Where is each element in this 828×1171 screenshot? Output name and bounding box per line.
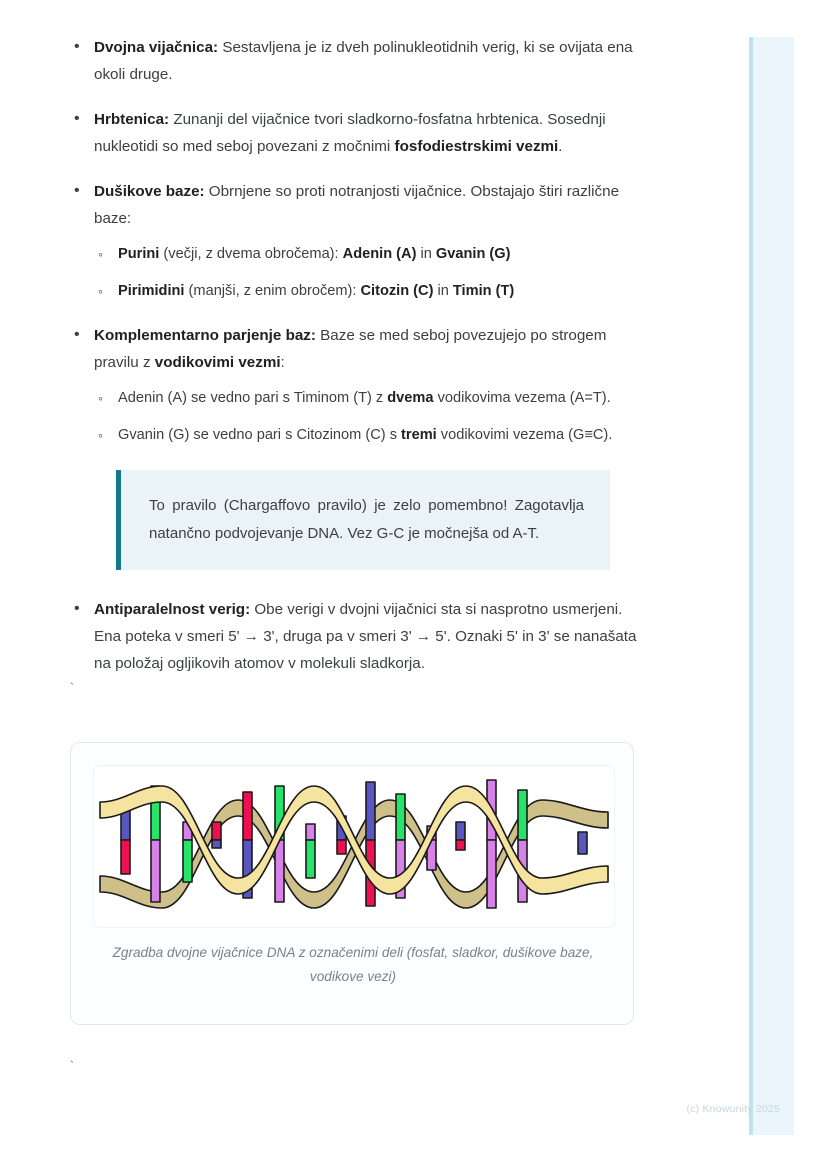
sub-list-item [94, 422, 640, 448]
sub-item-term: Pirimidini [118, 283, 185, 299]
copyright-watermark: (c) Knowunity 2025 [686, 1103, 780, 1115]
sub-item-text: Adenin (A) se vedno pari s Timinom (T) z [118, 390, 388, 406]
sub-list-item [94, 278, 640, 304]
list-item [68, 178, 640, 304]
page-side-strip [749, 37, 794, 1135]
bullet-list [68, 34, 640, 448]
emphasis-text: Timin (T) [452, 283, 515, 299]
content-body [68, 34, 640, 695]
list-item [68, 322, 640, 448]
sub-item-text: (manjši, z enim obročem): [184, 283, 361, 299]
list-item-term: Dvojna vijačnica: [94, 39, 219, 56]
sub-item-text: (večji, z dvema obročema): [159, 246, 343, 262]
list-item-text-tail: : [280, 354, 285, 371]
list-item-text: Sestavljena je iz dveh polinukleotidnih verig, ki se ovijata ena okoli druge. [94, 39, 633, 83]
dna-double-helix-icon [94, 766, 614, 927]
sub-list-item [94, 385, 640, 411]
list-item-text: Baze se med seboj povezujejo po strogem pravilu z [94, 327, 607, 371]
emphasis-text: tremi [401, 427, 437, 443]
dna-front-ribbon [100, 786, 608, 894]
list-item [68, 106, 640, 160]
dna-back-ribbon [100, 800, 608, 908]
sub-item-text-tail: vodikovima vezema (A=T). [433, 390, 611, 406]
emphasis-text: Gvanin (G) [435, 246, 511, 262]
emphasis-text: Citozin (C) [360, 283, 434, 299]
callout-text: To pravilo (Chargaffovo pravilo) je zelo pomembno! Zagotavlja natančno podvojevanje DNA. Vez G-C je močnejša od A-T. [149, 497, 584, 542]
figure-card [70, 742, 634, 1025]
sub-item-text-tail: vodikovimi vezema (G≡C). [436, 427, 613, 443]
list-item-text: Zunanji del vijačnice tvori sladkorno-fosfatna hrbtenica. Sosednji nukleotidi so med seboj povezani z močnimi [94, 111, 606, 155]
list-item-text: Obe verigi v dvojni vijačnici sta si nasprotno usmerjeni. Ena poteka v smeri 5' → 3', druga pa v smeri 3' → 5'. Oznaki 5' in 3' se nanašata na položaj ogljikovih atomov v molekuli sladkorja. [94, 601, 637, 672]
emphasis-text: vodikovimi vezmi [154, 354, 281, 371]
dna-helix-image [93, 765, 615, 928]
list-item-text-tail: . [558, 138, 563, 155]
sub-list-item [94, 241, 640, 267]
bullet-list-continued [68, 596, 640, 677]
list-item [68, 596, 640, 677]
emphasis-text: dvema [387, 390, 434, 406]
figure-caption: Zgradba dvojne vijačnice DNA z označenimi deli (fosfat, sladkor, dušikove baze, vodikove vezi) [112, 945, 594, 984]
callout-box [116, 470, 610, 570]
list-item [68, 34, 640, 88]
sub-item-text: in [433, 283, 453, 299]
stray-backtick: ` [68, 681, 76, 696]
sub-item-text: in [416, 246, 436, 262]
list-item-text: Obrnjene so proti notranjosti vijačnice. Obstajajo štiri različne baze: [94, 183, 620, 227]
sub-item-text: Gvanin (G) se vedno pari s Citozinom (C) s [118, 427, 402, 443]
list-item-term: Dušikove baze: [94, 183, 205, 200]
page-side-strip-edge [749, 37, 753, 1135]
emphasis-text: fosfodiestrskimi vezmi [394, 138, 559, 155]
stray-backtick: ` [68, 1059, 76, 1074]
list-item-term: Komplementarno parjenje baz: [94, 327, 316, 344]
emphasis-text: Adenin (A) [342, 246, 417, 262]
list-item-term: Hrbtenica: [94, 111, 170, 128]
sub-bullet-list [94, 241, 640, 304]
sub-item-term: Purini [118, 246, 160, 262]
list-item-term: Antiparalelnost verig: [94, 601, 251, 618]
sub-bullet-list [94, 385, 640, 448]
